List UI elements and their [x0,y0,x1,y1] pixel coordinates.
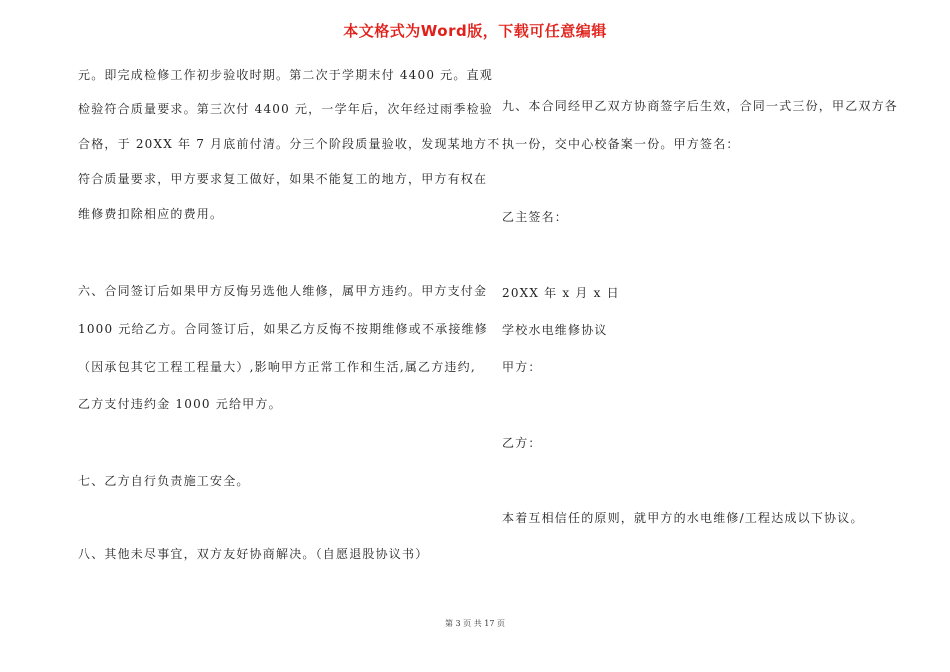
document-header-title: 本文格式为Word版，下载可任意编辑 [343,22,607,40]
paragraph-line: 检验符合质量要求。第三次付 4400 元，一学年后，次年经过雨季检验 [78,102,493,116]
paragraph-line: 本着互相信任的原则，就甲方的水电维修/工程达成以下协议。 [502,511,864,525]
paragraph-line: 八、其他未尽事宜，双方友好协商解决。（自愿退股协议书） [78,547,429,561]
paragraph-line: 乙方支付违约金 1000 元给甲方。 [78,397,282,411]
party-b-label: 乙方： [502,436,542,450]
party-a-label: 甲方： [502,360,542,374]
page-number-footer: 第 3 页 共 17 页 [445,619,505,628]
paragraph-line: 六、合同签订后如果甲方反悔另选他人维修，属甲方违约。甲方支付金 [78,284,488,298]
paragraph-line: 维修费扣除相应的费用。 [78,207,224,221]
paragraph-line: 合格，于 20XX 年 7 月底前付清。分三个阶段质量验收，发现某地方不 [78,137,501,151]
paragraph-line: 1000 元给乙方。合同签订后，如果乙方反悔不按期维修或不承接维修 [78,322,488,336]
paragraph-line: 九、本合同经甲乙双方协商签字后生效，合同一式三份，甲乙双方各 [502,99,899,113]
paragraph-line: 元。即完成检修工作初步验收时期。第二次于学期末付 4400 元。直观 [78,68,493,82]
paragraph-line: （因承包其它工程工程量大）,影响甲方正常工作和生活,属乙方违约, [78,360,476,374]
signature-line: 执一份，交中心校备案一份。甲方签名： [502,137,740,151]
agreement-title: 学校水电维修协议 [502,323,608,337]
date-line: 20XX 年 x 月 x 日 [502,286,620,300]
paragraph-line: 符合质量要求，甲方要求复工做好，如果不能复工的地方，甲方有权在 [78,172,488,186]
signature-line: 乙主签名： [502,210,569,224]
paragraph-line: 七、乙方自行负责施工安全。 [78,474,250,488]
